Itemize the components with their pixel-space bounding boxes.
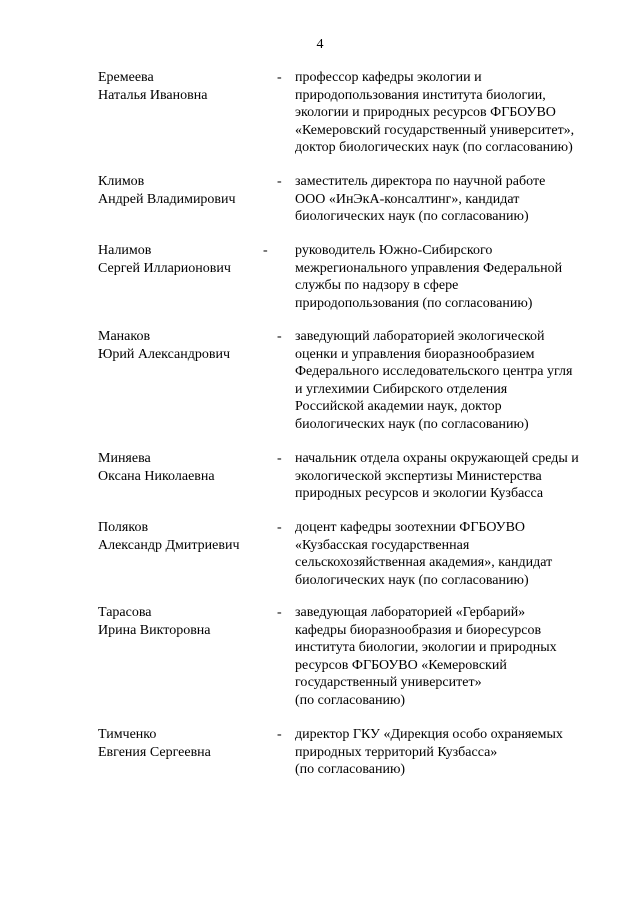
role-line: ООО «ИнЭкА-консалтинг», кандидат	[295, 191, 520, 207]
role-line: природопользования (по согласованию)	[295, 295, 533, 311]
role-line: ресурсов ФГБОУВО «Кемеровский	[295, 657, 507, 673]
separator-dash: -	[277, 451, 282, 466]
role-line: природных территорий Кузбасса»	[295, 744, 498, 760]
separator-dash: -	[277, 605, 282, 620]
role-line: Российской академии наук, доктор	[295, 399, 502, 415]
role-line: межрегионального управления Федеральной	[295, 260, 563, 276]
member-role	[295, 173, 615, 226]
member-name	[98, 519, 268, 554]
separator-dash: -	[277, 727, 282, 742]
separator-dash: -	[277, 174, 282, 189]
member-surname: Еремеева	[98, 70, 154, 85]
role-line: заведующая лабораторией «Гербарий»	[295, 605, 526, 620]
role-line: Федерального исследовательского центра угля	[295, 364, 573, 380]
role-line: и углехимии Сибирского отделения	[295, 381, 508, 397]
member-given-names: Андрей Владимирович	[98, 191, 236, 207]
role-line: (по согласованию)	[295, 692, 406, 708]
member-given-names: Ирина Викторовна	[98, 622, 211, 638]
member-name	[98, 242, 268, 277]
member-role	[295, 69, 615, 157]
member-role	[295, 519, 615, 589]
member-name	[98, 450, 268, 485]
member-given-names: Оксана Николаевна	[98, 468, 215, 484]
member-surname: Поляков	[98, 520, 149, 535]
role-line: начальник отдела охраны окружающей среды и	[295, 451, 579, 466]
member-name	[98, 328, 268, 363]
member-given-names: Юрий Александрович	[98, 346, 230, 362]
separator-dash: -	[263, 243, 268, 258]
member-surname: Климов	[98, 174, 145, 189]
role-line: «Кузбасская государственная	[295, 537, 470, 553]
role-line: государственный университет»	[295, 675, 482, 691]
member-role	[295, 726, 615, 779]
role-line: биологических наук (по согласованию)	[295, 209, 529, 225]
member-role	[295, 604, 615, 710]
role-line: экологии и природных ресурсов ФГБОУВО	[295, 105, 556, 121]
role-line: профессор кафедры экологии и	[295, 70, 482, 85]
page-number: 4	[316, 37, 324, 52]
role-line: службы по надзору в сфере	[295, 278, 459, 294]
member-name	[98, 69, 268, 104]
member-given-names: Александр Дмитриевич	[98, 537, 240, 553]
role-line: природопользования института биологии,	[295, 87, 546, 103]
role-line: (по согласованию)	[295, 762, 406, 778]
separator-dash: -	[277, 520, 282, 535]
role-line: доктор биологических наук (по согласованию)	[295, 140, 573, 156]
role-line: доцент кафедры зоотехнии ФГБОУВО	[295, 520, 526, 535]
role-line: оценки и управления биоразнообразием	[295, 346, 535, 362]
role-line: кафедры биоразнообразия и биоресурсов	[295, 622, 542, 638]
member-given-names: Наталья Ивановна	[98, 87, 208, 103]
role-line: института биологии, экологии и природных	[295, 640, 557, 656]
role-line: «Кемеровский государственный университет»,	[295, 122, 575, 138]
member-role	[295, 242, 615, 312]
member-surname: Манаков	[98, 329, 151, 344]
role-line: биологических наук (по согласованию)	[295, 416, 529, 432]
member-name	[98, 173, 268, 208]
role-line: биологических наук (по согласованию)	[295, 572, 529, 588]
member-name	[98, 604, 268, 639]
role-line: природных ресурсов и экологии Кузбасса	[295, 486, 544, 502]
member-given-names: Сергей Илларионович	[98, 260, 231, 276]
member-surname: Тимченко	[98, 727, 157, 742]
member-name	[98, 726, 268, 761]
member-surname: Тарасова	[98, 605, 152, 620]
member-role	[295, 328, 615, 434]
role-line: заместитель директора по научной работе	[295, 174, 546, 189]
role-line: руководитель Южно-Сибирского	[295, 243, 493, 258]
member-role	[295, 450, 615, 503]
role-line: экологической экспертизы Министерства	[295, 468, 542, 484]
role-line: сельскохозяйственная академия», кандидат	[295, 555, 553, 571]
role-line: заведующий лабораторией экологической	[295, 329, 545, 344]
member-surname: Налимов	[98, 243, 152, 258]
separator-dash: -	[277, 329, 282, 344]
separator-dash: -	[277, 70, 282, 85]
role-line: директор ГКУ «Дирекция особо охраняемых	[295, 727, 563, 742]
member-given-names: Евгения Сергеевна	[98, 744, 211, 760]
member-surname: Миняева	[98, 451, 151, 466]
